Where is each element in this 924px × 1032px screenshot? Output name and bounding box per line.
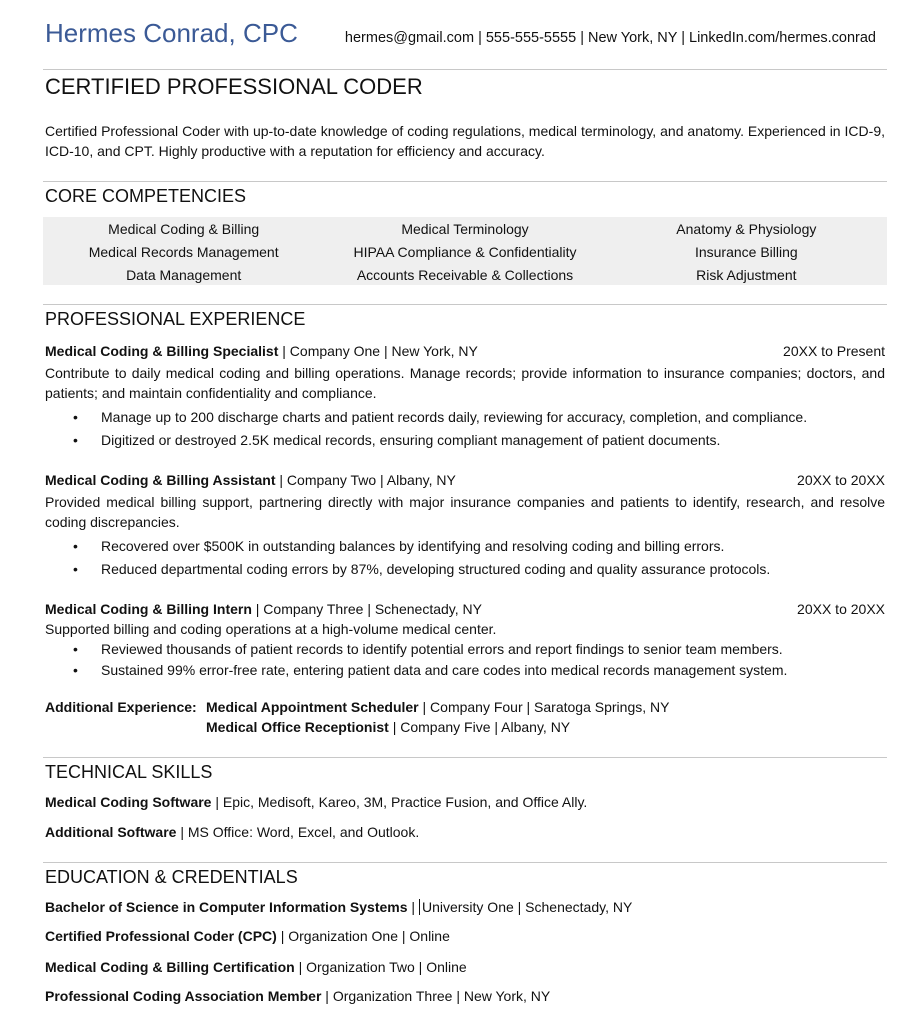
job-dates: 20XX to 20XX (797, 472, 885, 488)
competency: Insurance Billing (694, 244, 798, 260)
additional-details: | Company Five | Albany, NY (388, 719, 571, 735)
competency: Accounts Receivable & Collections (356, 267, 574, 283)
resume-title: CERTIFIED PROFESSIONAL CODER (45, 74, 423, 99)
bullet: • Recovered over $500K in outstanding balances by identifying and resolving coding and billing errors. (101, 535, 885, 558)
education-line: Bachelor of Science in Computer Information Systems | University One | Schenectady, NY (45, 899, 633, 915)
education-line (45, 988, 885, 1004)
education-line (45, 959, 885, 975)
education-value: | Organization Three | New York, NY (321, 988, 551, 1004)
education-label: Certified Professional Coder (CPC) (45, 928, 277, 944)
skill-value: | Epic, Medisoft, Kareo, 3M, Practice Fusion, and Office Ally. (211, 794, 588, 810)
job-title: Medical Coding & Billing Assistant (45, 472, 276, 488)
contact-info: hermes@gmail.com | 555-555-5555 | New York, NY | LinkedIn.com/hermes.conrad (344, 30, 876, 46)
competency: Anatomy & Physiology (676, 221, 817, 237)
education-label: Bachelor of Science in Computer Information Systems (45, 899, 408, 915)
additional-title: Medical Office Receptionist (206, 719, 389, 735)
job-entry (45, 599, 885, 681)
section-heading: EDUCATION & CREDENTIALS (45, 867, 298, 887)
education-value: | Organization One | Online (276, 928, 450, 944)
candidate-name: Hermes Conrad, CPC (45, 18, 298, 48)
job-description: Contribute to daily medical coding and billing operations. Manage records; provide information to insurance companies; doctors, and patients; and maintain confidentiality and compliance. (45, 365, 885, 401)
additional-label: Additional Experience: (45, 699, 197, 715)
education-label: Medical Coding & Billing Certification (45, 959, 295, 975)
divider (43, 304, 887, 305)
divider (43, 69, 887, 70)
divider (43, 757, 887, 758)
competency: Medical Terminology (401, 221, 529, 237)
job-details: | Company Three | Schenectady, NY (251, 601, 482, 617)
text-cursor (419, 899, 420, 915)
job-entry (45, 341, 885, 452)
skill-line (45, 794, 885, 810)
skill-label: Medical Coding Software (45, 794, 212, 810)
bullet: • Manage up to 200 discharge charts and patient records daily, reviewing for accuracy, completion, and compliance. (101, 406, 885, 429)
section-heading: CORE COMPETENCIES (45, 186, 247, 206)
competency: Risk Adjustment (696, 267, 797, 283)
skill-label: Additional Software (45, 824, 177, 840)
competency: Medical Coding & Billing (108, 221, 260, 237)
section-heading: TECHNICAL SKILLS (45, 762, 213, 782)
competency: HIPAA Compliance & Confidentiality (353, 244, 577, 260)
divider (43, 862, 887, 863)
education-line (45, 928, 885, 944)
education-value: | Organization Two | Online (294, 959, 467, 975)
bullet: • Digitized or destroyed 2.5K medical records, ensuring compliant management of patient documents. (101, 429, 885, 452)
job-description: Supported billing and coding operations at a high-volume medical center. (45, 621, 497, 637)
education-value: University One | Schenectady, NY (421, 899, 633, 915)
bullet: • Sustained 99% error-free rate, entering patient data and care codes into medical records management system. (101, 660, 885, 681)
education-label: Professional Coding Association Member (45, 988, 322, 1004)
job-details: | Company One | New York, NY (278, 343, 478, 359)
job-entry (45, 470, 885, 581)
competency: Data Management (126, 267, 242, 283)
bullet: • Reduced departmental coding errors by 87%, developing structured coding and quality assurance protocols. (101, 558, 885, 581)
bullet: • Reviewed thousands of patient records to identify potential errors and report findings to senior team members. (101, 639, 885, 660)
job-details: | Company Two | Albany, NY (275, 472, 456, 488)
job-description: Provided medical billing support, partnering directly with major insurance companies and patients to identify, research, and resolve coding discrepancies. (45, 494, 885, 530)
competency: Medical Records Management (88, 244, 279, 260)
summary: Certified Professional Coder with up-to-date knowledge of coding regulations, medical terminology, and anatomy. Experienced in ICD-9, ICD-10, and CPT. Highly productive with a reputation for efficiency and accuracy. (45, 123, 885, 159)
job-title: Medical Coding & Billing Specialist (45, 343, 279, 359)
job-dates: 20XX to 20XX (797, 601, 885, 617)
divider (43, 181, 887, 182)
skill-value: | MS Office: Word, Excel, and Outlook. (176, 824, 420, 840)
competencies-grid (43, 217, 887, 285)
skill-line (45, 824, 885, 840)
additional-experience (45, 697, 885, 737)
job-dates: 20XX to Present (783, 343, 885, 359)
additional-details: | Company Four | Saratoga Springs, NY (418, 699, 670, 715)
job-title: Medical Coding & Billing Intern (45, 601, 252, 617)
section-heading: PROFESSIONAL EXPERIENCE (45, 309, 306, 329)
additional-title: Medical Appointment Scheduler (206, 699, 419, 715)
